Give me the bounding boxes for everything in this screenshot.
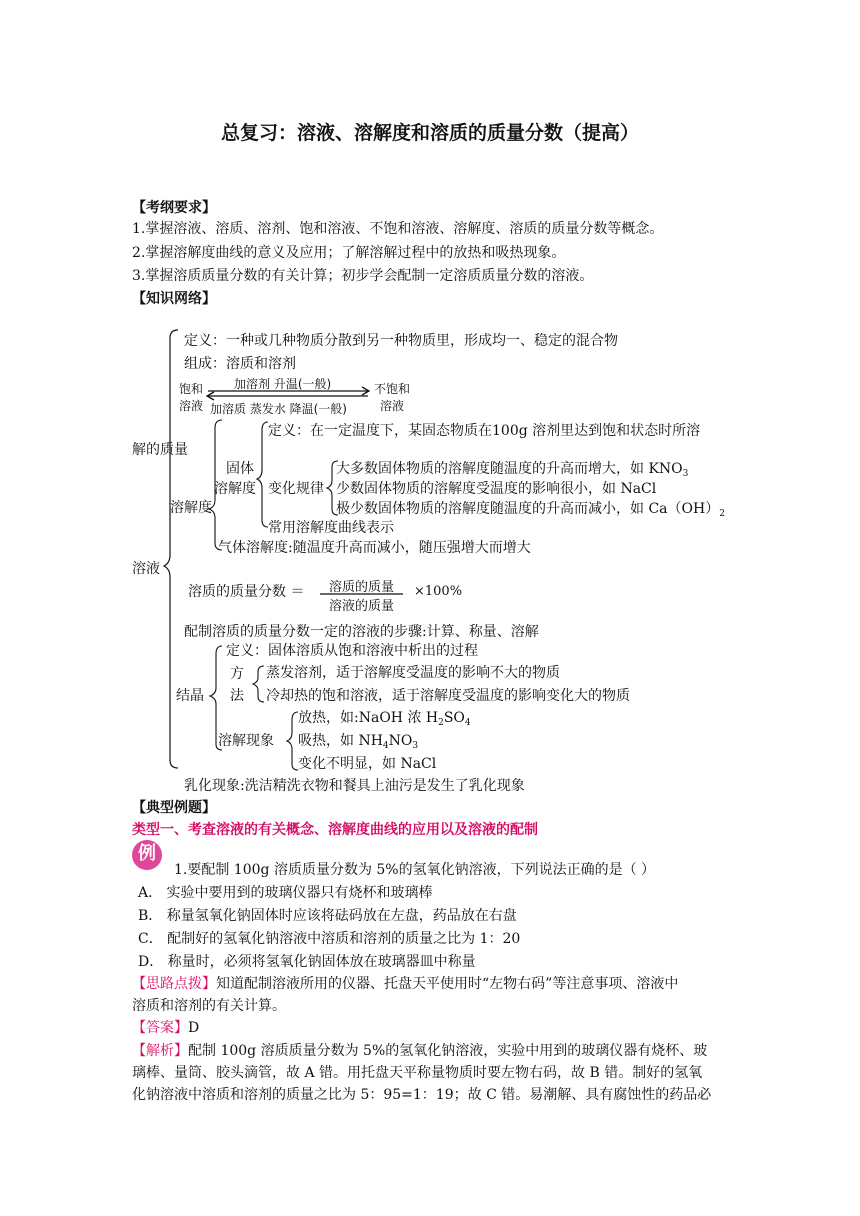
method-label: 方 bbox=[230, 666, 244, 682]
hint-line-2: 溶质和溶剂的有关计算。 bbox=[132, 998, 286, 1014]
emulsion-text: 乳化现象:洗洁精洗衣物和餐具上油污是发生了乳化现象 bbox=[184, 778, 525, 794]
composition-text: 组成：溶质和溶剂 bbox=[184, 356, 296, 372]
examples-heading: 【典型例题】 bbox=[132, 800, 216, 816]
heat-absorb-text: 吸热，如 $NH_4NO_3$ bbox=[298, 733, 419, 751]
rule-text: 大多数固体物质的溶解度随温度的升高而增大，如 $KNO_3$ bbox=[336, 461, 689, 479]
answer-line bbox=[132, 1018, 199, 1038]
hint-line: 【思路点拨】知道配制溶液所用的仪器、托盘天平使用时“左物右码”等注意事项、溶液中 bbox=[132, 976, 679, 992]
network-heading: 【知识网络】 bbox=[132, 291, 216, 307]
gas-solubility-text: 气体溶解度:随温度升高而减小，随压强增大而增大 bbox=[218, 540, 531, 556]
saturated-label: 溶液 bbox=[179, 399, 204, 413]
change-rule-label: 变化规律 bbox=[268, 481, 324, 497]
question-text: 1.要配制 100g 溶质质量分数为 5%的氢氧化钠溶液，下列说法正确的是（ ） bbox=[174, 862, 656, 878]
answer-value: D bbox=[188, 1020, 200, 1036]
curve-text: 常用溶解度曲线表示 bbox=[268, 520, 394, 536]
method-label: 法 bbox=[230, 688, 244, 704]
no-change-text: 变化不明显，如 NaCl bbox=[298, 756, 437, 772]
method-text: 蒸发溶剂，适于溶解度受温度的影响不大的物质 bbox=[266, 665, 560, 681]
option-a: A． 实验中要用到的玻璃仪器只有烧杯和玻璃棒 bbox=[138, 885, 433, 901]
crystal-label: 结晶 bbox=[176, 688, 204, 704]
arrow-bottom-label: 加溶质 蒸发水 降温(一般) bbox=[210, 402, 347, 416]
analysis-line: 【解析】配制 100g 溶质质量分数为 5%的氢氧化钠溶液，实验中用到的玻璃仪器有烧杯、玻 bbox=[132, 1043, 708, 1059]
prep-steps-text: 配制溶质的质量分数一定的溶液的步骤:计算、称量、溶解 bbox=[184, 624, 539, 640]
unsaturated-label: 不饱和 bbox=[374, 382, 411, 396]
option-d: D． 称量时，必须将氢氧化钠固体放在玻璃器皿中称量 bbox=[138, 954, 476, 970]
option-b: B． 称量氢氧化钠固体时应该将砝码放在左盘，药品放在右盘 bbox=[138, 908, 517, 924]
analysis-line-3: 化钠溶液中溶质和溶剂的质量之比为 5：95=1：19；故 C 错。易潮解、具有腐蚀性的药品必 bbox=[132, 1087, 712, 1103]
rule-text: 少数固体物质的溶解度受温度的影响很小，如 NaCl bbox=[336, 481, 657, 497]
definition-text: 定义：一种或几种物质分散到另一种物质里，形成均一、稳定的混合物 bbox=[184, 333, 618, 349]
rule-text: 极少数固体物质的溶解度随温度的升高而减小，如 $Ca(OH)_2$ bbox=[336, 501, 725, 519]
solid-label: 溶解度 bbox=[214, 481, 256, 497]
example-badge: 例 bbox=[132, 840, 162, 870]
method-text: 冷却热的饱和溶液，适于溶解度受温度的影响变化大的物质 bbox=[266, 688, 630, 704]
dissolve-label: 溶解现象 bbox=[218, 733, 274, 749]
answer-label: 【答案】 bbox=[132, 1020, 188, 1036]
percent-factor: ×100% bbox=[414, 584, 463, 599]
outline-item: 2.掌握溶解度曲线的意义及应用；了解溶解过程中的放热和吸热现象。 bbox=[132, 245, 566, 261]
outline-heading: 【考纲要求】 bbox=[132, 200, 216, 216]
solid-label: 固体 bbox=[226, 461, 254, 477]
solubility-label: 溶解度 bbox=[170, 500, 212, 516]
analysis-line-2: 璃棒、量筒、胶头滴管，故 A 错。用托盘天平称量物质时要左物右码，故 B 错。制好的氢氧 bbox=[132, 1065, 703, 1081]
option-c: C． 配制好的氢氧化钠溶液中溶质和溶剂的质量之比为 1：20 bbox=[138, 931, 521, 947]
solid-definition: 定义：在一定温度下，某固态物质在100g 溶剂里达到饱和状态时所溶 bbox=[268, 423, 701, 439]
analysis-label: 【解析】 bbox=[132, 1043, 188, 1059]
unsaturated-label: 溶液 bbox=[380, 399, 405, 413]
hint-label: 【思路点拨】 bbox=[132, 976, 216, 992]
crystal-definition: 定义：固体溶质从饱和溶液中析出的过程 bbox=[226, 643, 478, 659]
page-title: 总复习：溶液、溶解度和溶质的质量分数（提高） bbox=[220, 122, 639, 144]
outline-item: 1.掌握溶液、溶质、溶剂、饱和溶液、不饱和溶液、溶解度、溶质的质量分数等概念。 bbox=[132, 221, 664, 237]
outline-item: 3.掌握溶质质量分数的有关计算；初步学会配制一定溶质质量分数的溶液。 bbox=[132, 268, 594, 284]
example-type-title: 类型一、考查溶液的有关概念、溶解度曲线的应用以及溶液的配制 bbox=[132, 822, 538, 838]
side-label: 解的质量 bbox=[132, 442, 188, 458]
root-label: 溶液 bbox=[132, 561, 160, 577]
heat-release-text: 放热，如:NaOH 浓 $H_2SO_4$ bbox=[298, 710, 471, 728]
fraction-numerator: 溶质的质量 bbox=[328, 580, 394, 595]
fraction-denominator: 溶液的质量 bbox=[328, 599, 394, 614]
saturated-label: 饱和 bbox=[179, 382, 204, 396]
arrow-top-label: 加溶剂 升温(一般) bbox=[234, 377, 332, 391]
mass-fraction-label: 溶质的质量分数 ＝ bbox=[188, 584, 305, 600]
